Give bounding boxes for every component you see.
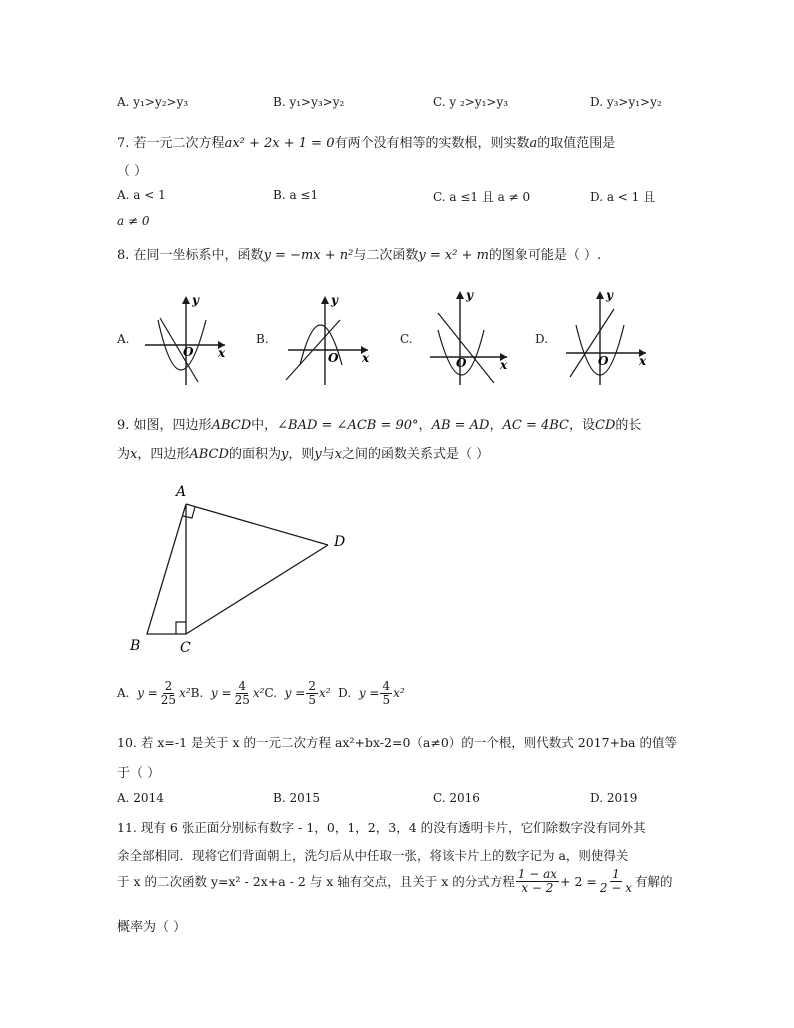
q9-y2: y	[314, 447, 322, 462]
x-label: x	[218, 346, 226, 360]
q9-option-c-num: 2	[308, 679, 316, 693]
q10-option-c: C. 2016	[433, 791, 480, 805]
q9-option-c-frac	[306, 680, 318, 706]
y-label: y	[606, 288, 613, 302]
q9-option-d-label: D.	[338, 686, 352, 701]
q9-option-a-num: 2	[164, 679, 173, 693]
q7-option-d: D. a < 1 且	[590, 190, 656, 204]
q9-line2-e: 与	[321, 447, 335, 462]
origin-label: O	[328, 351, 339, 365]
q9-x2: x	[334, 447, 343, 462]
q8-f1: y = −mx + n²	[263, 248, 354, 263]
vertex-d-label: D	[334, 534, 346, 550]
q9-option-c-var: x²	[318, 686, 331, 701]
q8-stem	[117, 244, 601, 263]
q8-graph-b	[280, 290, 380, 390]
q9-option-c-den: 5	[308, 692, 316, 707]
q11-stem-line1: 11. 现有 6 张正面分别标有数字 - 1，0，1，2，3，4 的没有透明卡片，它们除数字没有同外其	[117, 820, 646, 835]
q8-graph-c-label: C.	[400, 332, 413, 346]
q8-graph-d	[560, 285, 660, 390]
q10-stem-line1: 10. 若 x=-1 是关于 x 的一元二次方程 ax²+bx-2=0（a≠0）的一个根，则代数式 2017+ba 的值等	[117, 735, 677, 750]
q9-option-d-lhs: y =	[358, 686, 380, 701]
vertex-b-label: B	[130, 638, 141, 654]
q9-figure	[120, 478, 360, 658]
q9-quad: ABCD	[211, 418, 252, 433]
q9-line1-d: 的长	[615, 418, 642, 433]
q11-frac2	[598, 868, 634, 894]
q9-quad2: ABCD	[189, 447, 229, 462]
q7-answer-paren: （ ）	[117, 164, 148, 179]
q9-line2-f: 之间的函数关系式是（ ）	[342, 447, 490, 462]
q8-stem-c: 的图象可能是（ ）.	[488, 248, 602, 263]
y-label: y	[466, 288, 473, 302]
q7-stem-b: 有两个没有相等的实数根，则实数	[334, 136, 530, 151]
q9-line1-c: ，设	[569, 418, 596, 433]
triangle-abc	[147, 504, 186, 634]
y-label: y	[331, 293, 338, 307]
q8-number: 8.	[117, 248, 130, 263]
origin-label: O	[598, 354, 609, 368]
q9-option-d-frac	[380, 680, 392, 706]
q10-stem-line2: 于（ ）	[117, 766, 161, 781]
q11-mid: + 2 =	[560, 873, 597, 889]
q7-option-b: B. a ≤1	[273, 188, 319, 202]
q9-option-b-lhs: y =	[210, 686, 232, 701]
q11-stem-line3	[117, 868, 672, 894]
q11-frac1-num: 1 − ax	[517, 867, 558, 881]
q8-graph-d-label: D.	[535, 332, 549, 346]
q10-option-d: D. 2019	[590, 791, 638, 805]
q9-stem-line1	[117, 414, 641, 433]
q11-stem-line4: 概率为（ ）	[117, 920, 187, 935]
line	[438, 313, 494, 383]
q10-option-b: B. 2015	[273, 791, 320, 805]
segment-ad	[186, 504, 328, 545]
q9-line2-a: 为	[117, 447, 131, 462]
q6-option-a: A. y₁>y₂>y₃	[117, 95, 189, 109]
q11-frac2-den: 2 − x	[599, 880, 632, 895]
q7-stem-a: 若一元二次方程	[133, 136, 225, 151]
q11-line3-a: 于 x 的二次函数 y=x² - 2x+a - 2 与 x 轴有交点，且关于 x 的分式方程	[117, 874, 515, 890]
origin-label: O	[183, 345, 194, 359]
q9-option-a-label: A.	[117, 686, 130, 701]
y-arrow-icon	[182, 296, 190, 304]
q7-var: a	[529, 136, 538, 151]
q9-option-a-var: x²	[179, 686, 191, 701]
q9-sep1: ，	[418, 418, 432, 433]
q9-option-d-den: 5	[382, 692, 391, 707]
q9-option-b-den: 25	[234, 692, 250, 707]
x-label: x	[639, 354, 647, 368]
q9-sep2: ，	[489, 418, 503, 433]
q9-option-d-var: x²	[393, 686, 405, 701]
q7-option-d-cont: a ≠ 0	[117, 214, 150, 228]
q9-angles: ∠BAD = ∠ACB = 90°	[277, 418, 419, 433]
q7-option-a: A. a < 1	[117, 188, 166, 202]
q9-option-a-frac	[159, 680, 178, 706]
q9-option-a-den: 25	[160, 692, 177, 707]
q8-graph-b-label: B.	[256, 332, 269, 346]
q7-stem	[117, 132, 615, 151]
x-label: x	[500, 358, 508, 372]
q11-frac1-den: x − 2	[521, 880, 554, 895]
y-label: y	[192, 293, 199, 307]
q8-stem-a: 在同一坐标系中，函数	[133, 248, 264, 263]
right-angle-c-icon	[176, 622, 186, 634]
y-arrow-icon	[321, 296, 329, 304]
q7-equation: ax² + 2x + 1 = 0	[224, 136, 335, 151]
q7-stem-c: 的取值范围是	[537, 136, 616, 151]
q11-frac1	[516, 868, 559, 894]
q9-y: y	[280, 447, 289, 462]
q9-option-b-frac	[233, 680, 252, 706]
q9-cd: CD	[595, 418, 616, 433]
q8-graph-a	[140, 290, 240, 390]
q9-option-c-lhs: y =	[284, 686, 306, 701]
q9-option-d-num: 4	[382, 679, 391, 693]
q9-option-b-var: x²	[252, 686, 265, 701]
q8-f2: y = x² + m	[418, 248, 489, 263]
q6-option-c: C. y ₂>y₁>y₃	[433, 95, 509, 109]
q9-option-a-lhs: y =	[137, 686, 158, 701]
q9-eq2: AC = 4BC	[502, 418, 570, 433]
x-label: x	[362, 351, 370, 365]
q6-option-b: B. y₁>y₃>y₂	[273, 95, 345, 109]
q11-frac2-num: 1	[612, 867, 620, 881]
q11-stem-line2: 余全部相同．现将它们背面朝上，洗匀后从中任取一张，将该卡片上的数字记为 a，则使得关	[117, 848, 629, 863]
segment-dc	[186, 545, 328, 634]
q8-graph-a-label: A.	[117, 332, 130, 346]
q8-stem-b: 与二次函数	[353, 248, 419, 263]
q7-option-c: C. a ≤1 且 a ≠ 0	[433, 190, 531, 204]
q9-eq1: AB = AD	[431, 418, 490, 433]
q9-line2-d: ，则	[288, 447, 315, 462]
q9-x: x	[130, 447, 138, 462]
q9-line1-b: 中，	[251, 418, 278, 433]
q9-option-c-label: C.	[264, 686, 278, 701]
vertex-c-label: C	[180, 640, 191, 656]
q9-option-b-label: B.	[190, 686, 204, 701]
q9-stem-line2	[117, 443, 489, 462]
q9-line1-a: 如图，四边形	[133, 418, 212, 433]
q9-line2-c: 的面积为	[228, 447, 281, 462]
q10-option-a: A. 2014	[117, 791, 164, 805]
q11-line3-b: 有解的	[634, 874, 673, 890]
q9-line2-b: ，四边形	[137, 447, 190, 462]
origin-label: O	[456, 356, 467, 370]
q9-options	[117, 680, 405, 706]
q9-number: 9.	[117, 418, 130, 433]
vertex-a-label: A	[176, 484, 187, 500]
q7-number: 7.	[117, 136, 130, 151]
q6-option-d: D. y₃>y₁>y₂	[590, 95, 662, 109]
q9-option-b-num: 4	[238, 679, 247, 693]
q8-graph-c	[422, 285, 522, 390]
y-arrow-icon	[596, 291, 604, 299]
y-arrow-icon	[456, 291, 464, 299]
